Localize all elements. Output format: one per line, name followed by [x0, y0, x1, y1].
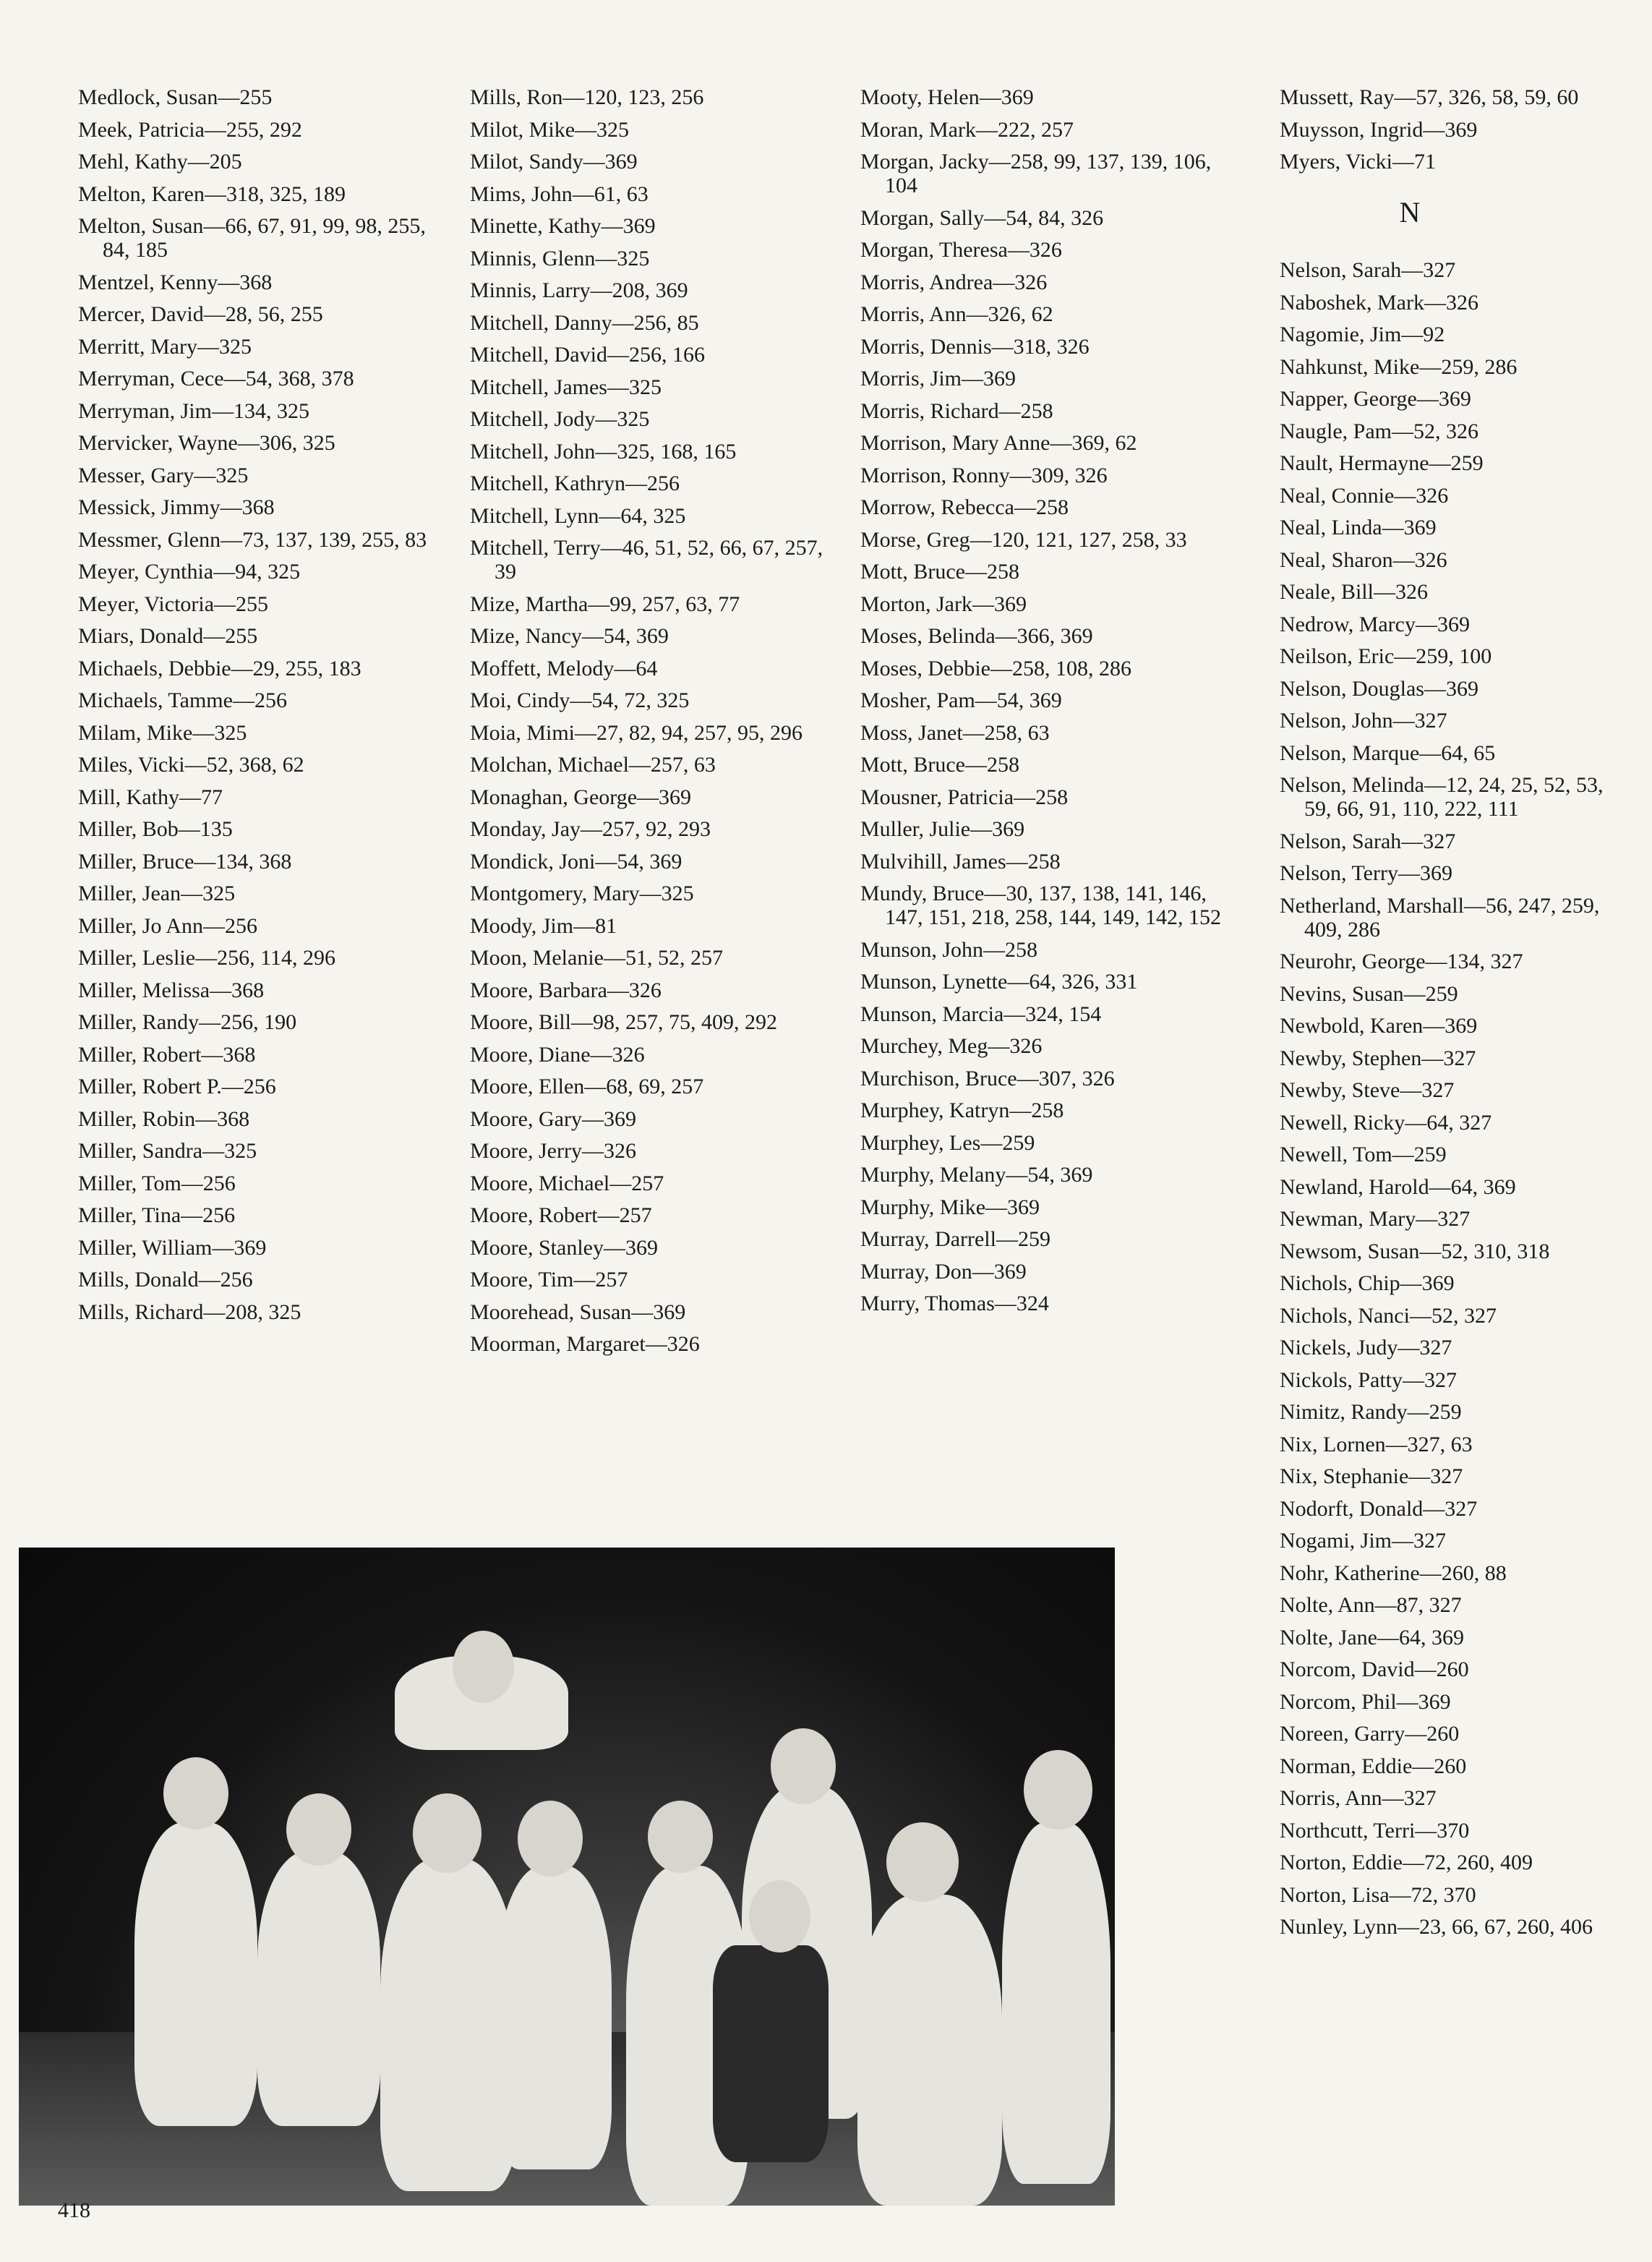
index-entry: Munson, Lynette—64, 326, 331 — [860, 970, 1138, 994]
index-entry: Mentzel, Kenny—368 — [78, 270, 273, 294]
index-entry: Mills, Richard—208, 325 — [78, 1299, 301, 1324]
index-entry: Neal, Linda—369 — [1280, 516, 1437, 539]
index-entry: Mitchell, Kathryn—256 — [470, 471, 680, 495]
index-entry: Miller, Tina—256 — [78, 1203, 236, 1227]
index-entry: Newland, Harold—64, 369 — [1280, 1174, 1516, 1199]
letter-heading: N — [1399, 196, 1421, 229]
index-column-3 — [860, 85, 1236, 1324]
index-entry: Moore, Bill—98, 257, 75, 409, 292 — [470, 1010, 777, 1034]
index-entry: Miller, Bruce—134, 368 — [78, 849, 292, 874]
photo-figure-head — [771, 1728, 836, 1804]
index-entry: Nix, Lornen—327, 63 — [1280, 1432, 1473, 1456]
index-entry: Morris, Dennis—318, 326 — [860, 334, 1090, 359]
index-entry: Nogami, Jim—327 — [1280, 1529, 1446, 1553]
index-entry: Newsom, Susan—52, 310, 318 — [1280, 1239, 1550, 1263]
index-entry: Norman, Eddie—260 — [1280, 1754, 1467, 1778]
index-entry: Merryman, Jim—134, 325 — [78, 398, 309, 423]
index-entry: Munson, Marcia—324, 154 — [860, 1002, 1102, 1026]
index-entry: Minnis, Larry—208, 369 — [470, 278, 688, 302]
index-entry: Mousner, Patricia—258 — [860, 785, 1069, 809]
index-entry: Miller, Randy—256, 190 — [78, 1010, 297, 1034]
index-entry: Meyer, Cynthia—94, 325 — [78, 560, 301, 584]
index-entry: Nelson, Marque—64, 65 — [1280, 741, 1496, 765]
index-entry: Miller, Robin—368 — [78, 1106, 250, 1131]
photo-figure-head — [518, 1801, 583, 1877]
index-entry: Milot, Sandy—369 — [470, 150, 638, 174]
index-entry: Murphy, Mike—369 — [860, 1195, 1040, 1219]
index-entry: Nolte, Ann—87, 327 — [1280, 1593, 1462, 1617]
index-entry: Mize, Martha—99, 257, 63, 77 — [470, 592, 740, 616]
index-entry: Nelson, John—327 — [1280, 709, 1447, 733]
index-entry: Mulvihill, James—258 — [860, 849, 1061, 874]
index-entry: Moore, Michael—257 — [470, 1171, 664, 1195]
index-entry: Mott, Bruce—258 — [860, 560, 1019, 584]
index-entry: Mitchell, David—256, 166 — [470, 343, 705, 367]
index-entry: Moore, Jerry—326 — [470, 1139, 636, 1163]
index-entry: Miller, Jo Ann—256 — [78, 913, 257, 938]
index-entry: Moi, Cindy—54, 72, 325 — [470, 688, 690, 712]
index-entry: Miller, Leslie—256, 114, 296 — [78, 946, 335, 970]
index-entry: Minette, Kathy—369 — [470, 214, 656, 238]
photo-figure-dark-shirt — [713, 1945, 829, 2162]
index-entry: Nelson, Sarah—327 — [1280, 258, 1456, 282]
index-entry: Neurohr, George—134, 327 — [1280, 949, 1523, 973]
index-entry: Nevins, Susan—259 — [1280, 981, 1458, 1006]
index-entry: Miller, Tom—256 — [78, 1171, 236, 1195]
index-entry: Nelson, Douglas—369 — [1280, 676, 1478, 701]
index-entry: Melton, Karen—318, 325, 189 — [78, 182, 346, 206]
index-entry: Moore, Ellen—68, 69, 257 — [470, 1075, 704, 1098]
index-entry: Nelson, Melinda—12, 24, 25, 52, 53, 59, 66, 91, 110, 222, 111 — [1280, 773, 1604, 821]
index-entry: Mill, Kathy—77 — [78, 785, 223, 809]
photo-figure — [257, 1851, 380, 2126]
index-entry: Mims, John—61, 63 — [470, 182, 649, 206]
index-entry: Moore, Diane—326 — [470, 1042, 645, 1067]
photo-figure-head — [749, 1880, 810, 1952]
index-entry: Nohr, Katherine—260, 88 — [1280, 1561, 1507, 1585]
index-entry: Morrison, Ronny—309, 326 — [860, 463, 1108, 487]
index-entry: Mills, Donald—256 — [78, 1268, 253, 1292]
index-entry: Moore, Tim—257 — [470, 1268, 628, 1292]
index-entry: Moffett, Melody—64 — [470, 656, 658, 680]
index-entry: Mervicker, Wayne—306, 325 — [78, 431, 335, 455]
index-entry: Meek, Patricia—255, 292 — [78, 117, 302, 142]
index-entry: Morse, Greg—120, 121, 127, 258, 33 — [860, 527, 1187, 552]
index-entry: Moody, Jim—81 — [470, 913, 617, 938]
index-column-4-top — [1280, 85, 1627, 174]
index-entry: Moia, Mimi—27, 82, 94, 257, 95, 296 — [470, 720, 803, 745]
index-entry: Naboshek, Mark—326 — [1280, 290, 1478, 315]
index-entry: Newell, Tom—259 — [1280, 1143, 1447, 1166]
photo-figure — [134, 1822, 257, 2126]
index-entry: Nolte, Jane—64, 369 — [1280, 1625, 1464, 1649]
index-entry: Mussett, Ray—57, 326, 58, 59, 60 — [1280, 85, 1579, 109]
index-entry: Murchison, Bruce—307, 326 — [860, 1066, 1115, 1091]
index-entry: Miller, William—369 — [78, 1235, 267, 1260]
index-entry: Nedrow, Marcy—369 — [1280, 612, 1470, 636]
index-column-1 — [78, 85, 454, 1332]
index-entry: Nimitz, Randy—259 — [1280, 1400, 1462, 1424]
index-entry: Nichols, Nanci—52, 327 — [1280, 1303, 1497, 1328]
index-entry: Mitchell, James—325 — [470, 375, 662, 399]
index-entry: Neal, Connie—326 — [1280, 483, 1449, 508]
index-entry: Moorehead, Susan—369 — [470, 1299, 686, 1324]
index-entry: Morgan, Jacky—258, 99, 137, 139, 106, 104 — [860, 150, 1212, 197]
index-entry: Messer, Gary—325 — [78, 463, 249, 487]
index-entry: Milot, Mike—325 — [470, 117, 630, 142]
photo-figure-head — [648, 1801, 713, 1873]
index-column-2 — [470, 85, 846, 1365]
index-entry: Murchey, Meg—326 — [860, 1034, 1043, 1058]
index-entry: Morrison, Mary Anne—369, 62 — [860, 431, 1137, 455]
index-entry: Naugle, Pam—52, 326 — [1280, 419, 1478, 443]
index-entry: Moon, Melanie—51, 52, 257 — [470, 946, 723, 970]
index-entry: Merritt, Mary—325 — [78, 334, 252, 359]
index-entry: Mize, Nancy—54, 369 — [470, 624, 669, 648]
photo-figure-head — [163, 1757, 228, 1830]
index-entry: Miars, Donald—255 — [78, 624, 258, 648]
index-entry: Messmer, Glenn—73, 137, 139, 255, 83 — [78, 527, 427, 552]
index-entry: Murphey, Les—259 — [860, 1130, 1035, 1155]
index-entry: Neale, Bill—326 — [1280, 580, 1428, 604]
photo-figure-head — [453, 1631, 514, 1703]
index-entry: Moss, Janet—258, 63 — [860, 720, 1050, 745]
index-entry: Norton, Eddie—72, 260, 409 — [1280, 1851, 1533, 1874]
index-entry: Melton, Susan—66, 67, 91, 99, 98, 255, 84, 185 — [78, 214, 426, 262]
index-entry: Neilson, Eric—259, 100 — [1280, 644, 1492, 668]
index-entry: Mitchell, Danny—256, 85 — [470, 310, 699, 335]
index-entry: Northcutt, Terri—370 — [1280, 1818, 1470, 1843]
photo-figure — [496, 1866, 612, 2169]
index-entry: Nickels, Judy—327 — [1280, 1336, 1452, 1360]
index-entry: Milam, Mike—325 — [78, 720, 247, 745]
index-entry: Norton, Lisa—72, 370 — [1280, 1882, 1476, 1907]
index-entry: Murry, Thomas—324 — [860, 1292, 1049, 1315]
index-entry: Mondick, Joni—54, 369 — [470, 849, 682, 874]
index-entry: Nault, Hermayne—259 — [1280, 451, 1484, 475]
index-entry: Moore, Barbara—326 — [470, 978, 662, 1002]
index-entry: Mercer, David—28, 56, 255 — [78, 302, 323, 326]
index-entry: Mitchell, Terry—46, 51, 52, 66, 67, 257, 39 — [470, 536, 823, 584]
page-number: 418 — [58, 2198, 90, 2222]
index-entry: Morris, Andrea—326 — [860, 270, 1048, 294]
index-entry: Morgan, Sally—54, 84, 326 — [860, 205, 1104, 230]
index-entry: Molchan, Michael—257, 63 — [470, 753, 716, 777]
index-entry: Muysson, Ingrid—369 — [1280, 117, 1478, 142]
index-entry: Mooty, Helen—369 — [860, 85, 1034, 109]
index-entry: Mott, Bruce—258 — [860, 753, 1019, 777]
index-entry: Monday, Jay—257, 92, 293 — [470, 817, 711, 841]
index-entry: Mitchell, Jody—325 — [470, 407, 650, 431]
index-entry: Newell, Ricky—64, 327 — [1280, 1110, 1492, 1135]
index-entry: Nunley, Lynn—23, 66, 67, 260, 406 — [1280, 1915, 1593, 1939]
index-entry: Morris, Jim—369 — [860, 367, 1017, 390]
index-entry: Meyer, Victoria—255 — [78, 592, 269, 616]
index-entry: Neal, Sharon—326 — [1280, 547, 1447, 572]
photo-figure — [857, 1895, 1002, 2206]
index-entry: Morrow, Rebecca—258 — [860, 495, 1069, 519]
index-entry: Moore, Robert—257 — [470, 1203, 652, 1227]
index-entry: Mitchell, John—325, 168, 165 — [470, 439, 737, 464]
index-entry: Moorman, Margaret—326 — [470, 1332, 700, 1356]
index-entry: Newby, Stephen—327 — [1280, 1046, 1476, 1070]
index-entry: Moses, Debbie—258, 108, 286 — [860, 656, 1131, 680]
index-entry: Morris, Richard—258 — [860, 398, 1053, 423]
index-entry: Nahkunst, Mike—259, 286 — [1280, 354, 1518, 379]
index-entry: Montgomery, Mary—325 — [470, 882, 694, 905]
index-entry: Nagomie, Jim—92 — [1280, 323, 1445, 346]
index-entry: Norris, Ann—327 — [1280, 1786, 1437, 1810]
index-entry: Miller, Jean—325 — [78, 882, 236, 905]
index-entry: Murray, Darrell—259 — [860, 1227, 1050, 1251]
index-entry: Napper, George—369 — [1280, 387, 1471, 411]
index-entry: Medlock, Susan—255 — [78, 85, 273, 109]
index-entry: Monaghan, George—369 — [470, 785, 692, 809]
index-entry: Mehl, Kathy—205 — [78, 150, 242, 174]
group-photo — [19, 1548, 1115, 2206]
index-entry: Netherland, Marshall—56, 247, 259, 409, 286 — [1280, 893, 1600, 942]
index-entry: Moore, Stanley—369 — [470, 1235, 658, 1260]
index-entry: Michaels, Tamme—256 — [78, 688, 287, 712]
index-column-4-bottom — [1280, 258, 1627, 1939]
index-entry: Moses, Belinda—366, 369 — [860, 624, 1093, 648]
index-entry: Mitchell, Lynn—64, 325 — [470, 503, 686, 528]
index-entry: Mills, Ron—120, 123, 256 — [470, 85, 704, 109]
index-entry: Newbold, Karen—369 — [1280, 1014, 1478, 1038]
index-entry: Merryman, Cece—54, 368, 378 — [78, 367, 354, 390]
index-entry: Norcom, David—260 — [1280, 1657, 1469, 1681]
index-entry: Nelson, Terry—369 — [1280, 861, 1452, 885]
index-entry: Nelson, Sarah—327 — [1280, 829, 1456, 853]
index-entry: Mosher, Pam—54, 369 — [860, 688, 1062, 712]
index-entry: Minnis, Glenn—325 — [470, 246, 650, 270]
index-entry: Myers, Vicki—71 — [1280, 150, 1436, 174]
index-entry: Nichols, Chip—369 — [1280, 1271, 1455, 1295]
photo-figure-head — [286, 1793, 351, 1866]
index-entry: Murphey, Katryn—258 — [860, 1098, 1064, 1122]
index-entry: Murphy, Melany—54, 369 — [860, 1163, 1093, 1187]
index-entry: Morgan, Theresa—326 — [860, 238, 1062, 262]
index-entry: Miller, Melissa—368 — [78, 978, 265, 1002]
index-entry: Miller, Robert P.—256 — [78, 1075, 276, 1098]
index-entry: Miller, Robert—368 — [78, 1042, 256, 1067]
index-entry: Newby, Steve—327 — [1280, 1078, 1455, 1102]
index-entry: Morris, Ann—326, 62 — [860, 302, 1053, 326]
index-column-4 — [1280, 85, 1627, 1947]
photo-figure-head — [1024, 1750, 1092, 1830]
index-entry: Michaels, Debbie—29, 255, 183 — [78, 656, 361, 680]
index-entry: Miller, Sandra—325 — [78, 1139, 257, 1163]
index-entry: Noreen, Garry—260 — [1280, 1722, 1460, 1746]
index-entry: Norcom, Phil—369 — [1280, 1689, 1451, 1714]
index-entry: Newman, Mary—327 — [1280, 1207, 1471, 1231]
index-entry: Nickols, Patty—327 — [1280, 1367, 1457, 1392]
index-entry: Mundy, Bruce—30, 137, 138, 141, 146, 147, 151, 218, 258, 144, 149, 142, 152 — [860, 882, 1221, 929]
index-entry: Nodorft, Donald—327 — [1280, 1496, 1478, 1521]
index-entry: Munson, John—258 — [860, 937, 1038, 962]
photo-figure-head — [413, 1793, 482, 1873]
photo-figure-head — [886, 1822, 959, 1902]
index-entry: Miles, Vicki—52, 368, 62 — [78, 753, 304, 777]
index-entry: Nix, Stephanie—327 — [1280, 1464, 1463, 1488]
index-entry: Moran, Mark—222, 257 — [860, 117, 1074, 142]
index-entry: Murray, Don—369 — [860, 1259, 1027, 1284]
index-entry: Muller, Julie—369 — [860, 817, 1025, 841]
photo-figure — [1002, 1822, 1110, 2184]
index-entry: Morton, Jark—369 — [860, 592, 1027, 616]
index-entry: Moore, Gary—369 — [470, 1106, 636, 1131]
index-entry: Miller, Bob—135 — [78, 817, 233, 841]
index-entry: Messick, Jimmy—368 — [78, 495, 275, 519]
